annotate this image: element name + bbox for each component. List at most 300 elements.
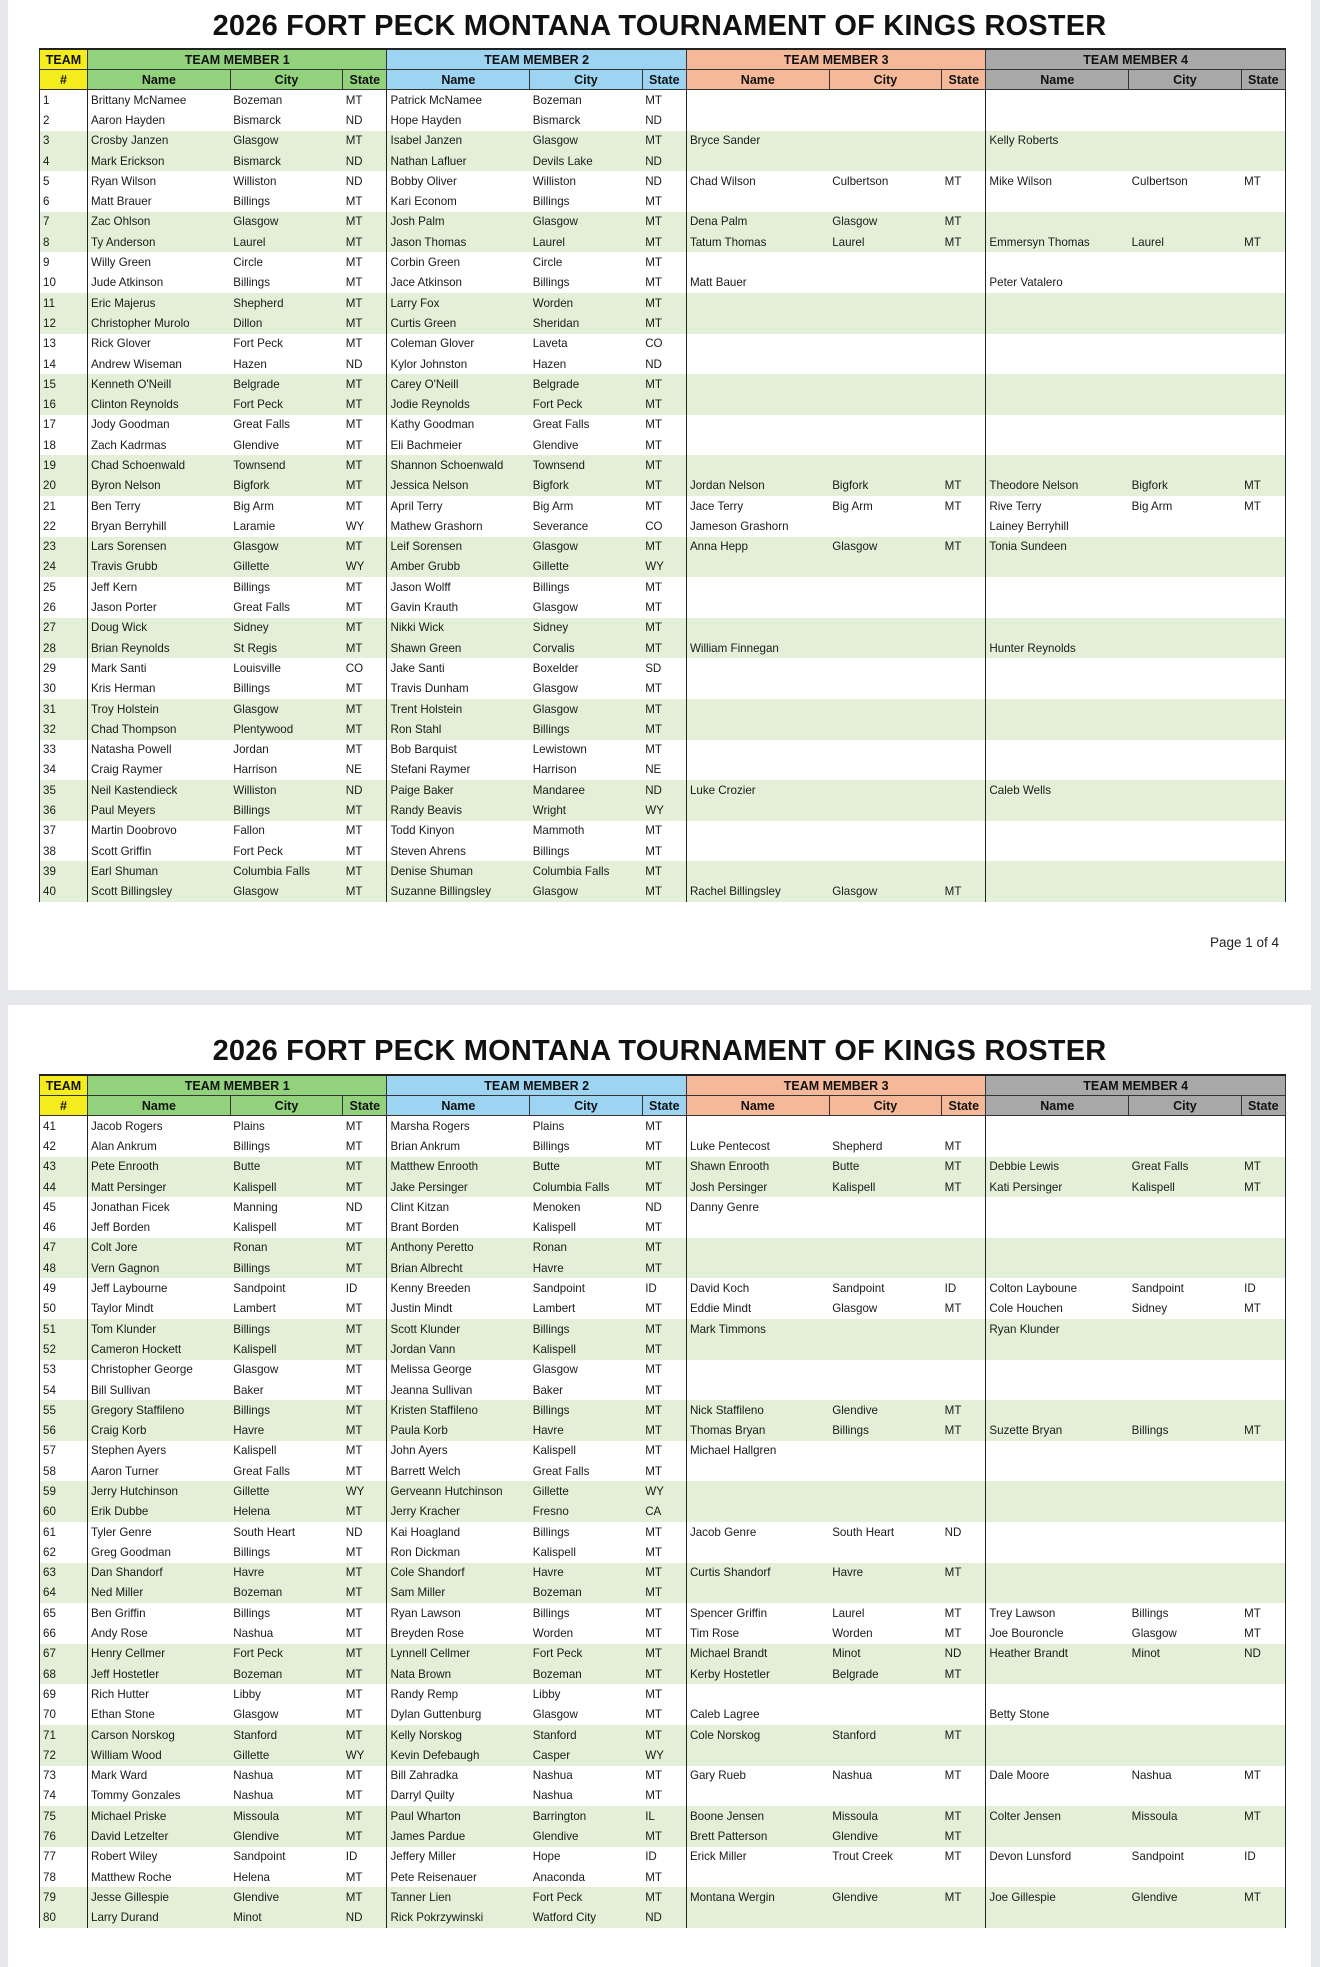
member-2-state-cell: MT [642, 455, 686, 475]
member-2-city-cell: Billings [532, 1525, 570, 1539]
member-1-name-cell: Bryan Berryhill [91, 519, 167, 533]
member-4-city-cell [1129, 1522, 1241, 1542]
table-row [40, 1684, 1286, 1704]
member-3-city-cell: Kalispell [829, 1177, 941, 1197]
member-3-name-cell [686, 90, 829, 111]
member-4-name-cell [986, 1502, 1129, 1522]
member-4-name-cell [986, 618, 1129, 638]
member-2-city-cell: Kalispell [532, 1444, 576, 1458]
member-1-name-cell: David Letzelter [88, 1826, 231, 1846]
member-1-city-cell: Fallon [233, 824, 265, 838]
team-number-cell: 67 [40, 1644, 88, 1664]
member-3-state-cell [942, 740, 986, 760]
member-1-state-cell: ND [343, 1908, 387, 1928]
table-row [40, 334, 1286, 354]
team-number-cell: 22 [40, 516, 88, 536]
member-3-state-cell [942, 719, 986, 739]
table-row [40, 191, 1286, 211]
member-4-state-cell [1241, 273, 1285, 293]
team-number-cell: 59 [40, 1481, 88, 1501]
member-2-name-cell: Hope Hayden [390, 113, 462, 127]
table-row [40, 1745, 1286, 1765]
member-3-name-cell [686, 1908, 829, 1928]
member-2-state-cell: MT [642, 699, 686, 719]
member-4-name-cell [986, 1217, 1129, 1237]
member-4-header: TEAM MEMBER 4 [986, 49, 1286, 70]
member-4-city-cell [1129, 1725, 1241, 1745]
table-row [40, 455, 1286, 475]
member-2-city-cell: Glasgow [532, 1363, 578, 1377]
member-4-city-cell [1129, 841, 1241, 861]
member-2-name-cell: Dylan Guttenburg [390, 1708, 482, 1722]
member-3-name-cell [686, 577, 829, 597]
member-2-state-cell: MT [642, 1644, 686, 1664]
member-3-city-cell [829, 516, 941, 536]
member-1-city-cell: Kalispell [233, 1221, 277, 1235]
member-1-city-cell: Helena [230, 1502, 342, 1522]
member-4-state-cell [1241, 618, 1285, 638]
member-3-state-cell [942, 1745, 986, 1765]
member-4-state-cell [1241, 1786, 1285, 1806]
member-4-name-cell [986, 110, 1129, 130]
member-3-name-cell: Curtis Shandorf [686, 1563, 829, 1583]
member-2-state-cell: MT [642, 861, 686, 881]
member-1-state-cell: MT [343, 1360, 387, 1380]
member-4-state-cell: MT [1241, 1177, 1285, 1197]
table-row [40, 476, 1286, 496]
member-3-name-cell [686, 191, 829, 211]
member-1-city-cell: Billings [230, 1319, 342, 1339]
member-2-city-cell: Severance [532, 519, 589, 533]
member-1-city-cell: Columbia Falls [230, 861, 342, 881]
member-4-state-cell: MT [1241, 1623, 1285, 1643]
member-2-name-cell: Bobby Oliver [390, 174, 457, 188]
member-4-state-cell: MT [1241, 1766, 1285, 1786]
member-4-city-cell [1129, 1197, 1241, 1217]
member-2-name-cell: Nata Brown [387, 1664, 530, 1684]
member-4-city-cell [1129, 1319, 1241, 1339]
member-1-name-cell: Jody Goodman [91, 418, 170, 432]
member-3-city-cell [829, 354, 941, 374]
member-4-name-cell [986, 1908, 1129, 1928]
member-4-name-cell: Heather Brandt [986, 1644, 1129, 1664]
team-number-cell: 38 [40, 841, 88, 861]
member-4-state-cell [1241, 841, 1285, 861]
member-3-state-cell [942, 1481, 986, 1501]
member-2-city-cell: Belgrade [530, 374, 642, 394]
table-row [40, 1908, 1286, 1928]
member-2-name-cell: Marsha Rogers [390, 1119, 470, 1133]
member-4-state-cell: ID [1241, 1278, 1285, 1298]
member-3-city-cell: Nashua [832, 1769, 873, 1783]
member-2-name-cell: Melissa George [390, 1363, 472, 1377]
member-3-city-cell [829, 1319, 941, 1339]
member-4-city-cell [1129, 394, 1241, 414]
member-2-city-cell: Billings [532, 195, 570, 209]
member-1-city-cell: Glasgow [233, 1708, 279, 1722]
member-4-city-cell [1129, 293, 1241, 313]
member-1-name-cell: Christopher George [91, 1363, 193, 1377]
member-3-name-cell [686, 435, 829, 455]
member-2-state-cell: NE [642, 760, 686, 780]
table-row [40, 1644, 1286, 1664]
table-row [40, 1583, 1286, 1603]
member-2-state-cell: WY [642, 557, 686, 577]
member-4-city-cell [1129, 699, 1241, 719]
table-row [40, 1420, 1286, 1440]
member-1-name-cell: Greg Goodman [91, 1545, 171, 1559]
member-4-name-cell: Peter Vatalero [989, 276, 1063, 290]
member-1-state-cell: MT [343, 699, 387, 719]
team-number-cell: 53 [40, 1360, 88, 1380]
member-1-name-cell: Willy Green [91, 256, 151, 270]
member-2-city-cell: Fort Peck [530, 1644, 642, 1664]
member-1-city-cell: Laurel [230, 232, 342, 252]
member-4-name-cell [986, 1563, 1129, 1583]
member-2-city-cell: Baker [532, 1383, 564, 1397]
member-2-name-cell: Pete Reisenauer [390, 1870, 477, 1884]
member-2-name-cell: Curtis Green [387, 313, 530, 333]
member-3-state-cell: MT [942, 232, 986, 252]
team-number-cell: 29 [40, 658, 88, 678]
member-2-city-cell: Harrison [532, 763, 577, 777]
member-3-city-cell: Shepherd [832, 1139, 883, 1153]
member-3-header: TEAM MEMBER 3 [686, 1075, 985, 1096]
member-4-city-cell [1129, 719, 1241, 739]
member-2-city-cell: Glasgow [530, 537, 642, 557]
member-3-city-cell: Belgrade [829, 1664, 941, 1684]
member-3-city-cell [829, 861, 941, 881]
member-2-city-cell: Billings [532, 276, 570, 290]
team-number-cell: 25 [40, 577, 88, 597]
member-3-name-cell: Gary Rueb [689, 1769, 746, 1783]
team-number-cell: 75 [40, 1806, 88, 1826]
member-4-name-cell [986, 557, 1129, 577]
member-3-state-cell [942, 760, 986, 780]
member-2-state-cell: MT [642, 537, 686, 557]
member-1-state-cell: ND [343, 151, 387, 171]
member-3-city-cell: Worden [832, 1627, 873, 1641]
member-1-state-cell: WY [343, 516, 387, 536]
member-4-state-cell [1241, 821, 1285, 841]
member-3-state-cell: MT [942, 1664, 986, 1684]
member-2-state-cell: MT [642, 1766, 686, 1786]
member-4-city-cell [1129, 354, 1241, 374]
member-1-state-cell: MT [343, 1116, 387, 1137]
member-1-name-cell: Jeff Hostetler [88, 1664, 231, 1684]
team-number-cell: 42 [40, 1136, 88, 1156]
member-4-name-cell: Ryan Klunder [986, 1319, 1129, 1339]
member-1-state-cell: MT [343, 273, 387, 293]
member-1-state-cell: MT [343, 1766, 387, 1786]
team-number-cell: 66 [40, 1623, 88, 1643]
team-number-cell: 58 [40, 1461, 88, 1481]
table-row [40, 1217, 1286, 1237]
member-4-name-cell [986, 577, 1129, 597]
team-number-cell: 50 [40, 1299, 88, 1319]
table-row [40, 171, 1286, 191]
member-1-state-cell: MT [343, 334, 387, 354]
table-row [40, 232, 1286, 252]
member-2-name-cell: Suzanne Billingsley [387, 882, 530, 902]
member-4-city-cell [1129, 1664, 1241, 1684]
table-row [40, 1339, 1286, 1359]
member-2-name-cell: Clint Kitzan [390, 1200, 450, 1214]
member-1-state-cell: MT [343, 1644, 387, 1664]
member-3-city-cell [829, 679, 941, 699]
table-row [40, 1400, 1286, 1420]
member-2-state-cell: MT [642, 1400, 686, 1420]
member-4-name-cell [986, 1136, 1129, 1156]
member-3-state-cell [942, 557, 986, 577]
member-2-name-cell: Leif Sorensen [387, 537, 530, 557]
team-number-cell: 36 [40, 800, 88, 820]
member-1-city-cell: Lambert [233, 1302, 276, 1316]
member-3-name-cell [686, 719, 829, 739]
member-3-name-cell: Rachel Billingsley [686, 882, 829, 902]
member-4-state-cell [1241, 719, 1285, 739]
member-2-name-cell: Kevin Defebaugh [387, 1745, 530, 1765]
member-1-state-cell: MT [343, 1826, 387, 1846]
member-1-name-cell: Doug Wick [88, 618, 231, 638]
member-4-city-cell [1129, 415, 1241, 435]
page-title: 2026 FORT PECK MONTANA TOURNAMENT OF KINGS ROSTER [212, 10, 1107, 42]
member-3-state-cell [942, 252, 986, 272]
member-2-name-cell: Breyden Rose [390, 1627, 464, 1641]
member-1-state-cell: ND [343, 354, 387, 374]
state-column-header: State [343, 1096, 387, 1116]
member-4-state-cell [1241, 374, 1285, 394]
member-2-city-cell: Kalispell [532, 1221, 576, 1235]
member-2-state-cell: MT [642, 1177, 686, 1197]
member-4-city-cell [1129, 1867, 1241, 1887]
member-1-city-cell: Glendive [230, 1887, 342, 1907]
member-1-name-cell: Jesse Gillespie [88, 1887, 231, 1907]
member-4-name-cell [986, 1258, 1129, 1278]
member-3-city-cell [829, 618, 941, 638]
member-4-name-cell [986, 252, 1129, 272]
member-2-city-cell: Glasgow [532, 1708, 578, 1722]
member-4-state-cell [1241, 293, 1285, 313]
member-3-name-cell: Eddie Mindt [689, 1302, 752, 1316]
member-1-city-cell: Fort Peck [230, 394, 342, 414]
member-3-state-cell [942, 1867, 986, 1887]
member-2-city-cell: Mandaree [530, 780, 642, 800]
member-3-state-cell [942, 1197, 986, 1217]
member-2-city-cell: Billings [532, 580, 570, 594]
member-2-city-cell: Sidney [530, 618, 642, 638]
member-2-city-cell: Laurel [530, 232, 642, 252]
member-1-state-cell: MT [343, 638, 387, 658]
member-2-city-cell: Kalispell [532, 1545, 576, 1559]
member-1-state-cell: ND [343, 1522, 387, 1542]
member-4-state-cell [1241, 882, 1285, 902]
table-row [40, 1319, 1286, 1339]
member-2-city-cell: Boxelder [532, 661, 579, 675]
member-4-state-cell [1241, 1664, 1285, 1684]
member-4-state-cell [1241, 1522, 1285, 1542]
member-1-state-cell: MT [343, 537, 387, 557]
member-2-city-cell: Glasgow [530, 212, 642, 232]
member-2-city-cell: Glasgow [532, 682, 578, 696]
team-number-cell: 55 [40, 1400, 88, 1420]
member-1-state-cell: MT [343, 1258, 387, 1278]
member-4-state-cell [1241, 1684, 1285, 1704]
team-number-cell: 62 [40, 1542, 88, 1562]
member-2-name-cell: Carey O'Neill [387, 374, 530, 394]
member-2-city-cell: Great Falls [532, 418, 590, 432]
member-3-city-cell: Laurel [832, 1606, 865, 1620]
member-1-state-cell: MT [343, 394, 387, 414]
member-4-name-cell: Betty Stone [989, 1708, 1050, 1722]
member-1-state-cell: MT [343, 1603, 387, 1623]
member-1-state-cell: MT [343, 131, 387, 151]
member-4-name-cell: Rive Terry [989, 499, 1042, 513]
table-row [40, 1705, 1286, 1725]
member-1-city-cell: Bismarck [233, 113, 281, 127]
member-1-state-cell: MT [343, 740, 387, 760]
roster-table [39, 48, 1286, 902]
member-1-name-cell: Lars Sorensen [88, 537, 231, 557]
member-2-name-cell: Lynnell Cellmer [387, 1644, 530, 1664]
member-3-city-cell: Missoula [829, 1806, 941, 1826]
member-1-city-cell: Kalispell [230, 1339, 342, 1359]
member-2-state-cell: MT [642, 90, 686, 111]
member-1-state-cell: MT [343, 191, 387, 211]
member-2-state-cell: MT [642, 415, 686, 435]
member-2-name-cell: Paul Wharton [387, 1806, 530, 1826]
member-2-name-cell: Brant Borden [390, 1221, 459, 1235]
member-1-city-cell: Fort Peck [230, 1644, 342, 1664]
table-row [40, 537, 1286, 557]
member-1-name-cell: Tom Klunder [88, 1319, 231, 1339]
member-1-state-cell: MT [343, 1420, 387, 1440]
member-1-city-cell: Great Falls [233, 601, 290, 615]
member-2-name-cell: Gerveann Hutchinson [387, 1481, 530, 1501]
member-2-name-cell: Jeffery Miller [390, 1850, 456, 1864]
member-3-name-cell [686, 1786, 829, 1806]
member-2-name-cell: Jason Thomas [387, 232, 530, 252]
member-2-state-cell: MT [642, 435, 686, 455]
member-2-city-cell: Billings [532, 844, 570, 858]
member-2-state-cell: WY [642, 1745, 686, 1765]
member-1-city-cell: Glasgow [230, 882, 342, 902]
member-1-city-cell: Billings [233, 1545, 270, 1559]
member-3-name-cell [686, 313, 829, 333]
member-2-name-cell: Steven Ahrens [390, 844, 466, 858]
team-number-cell: 40 [40, 882, 88, 902]
member-2-name-cell: Jason Wolff [390, 580, 451, 594]
table-row [40, 1360, 1286, 1380]
member-1-state-cell: MT [343, 861, 387, 881]
member-1-name-cell: Craig Korb [88, 1420, 231, 1440]
member-3-city-cell [829, 394, 941, 414]
table-row [40, 800, 1286, 820]
member-4-state-cell [1241, 1867, 1285, 1887]
member-1-city-cell: Billings [233, 195, 270, 209]
member-4-city-cell: Nashua [1131, 1769, 1172, 1783]
member-1-state-cell: MT [343, 1583, 387, 1603]
member-1-city-cell: Bismarck [230, 151, 342, 171]
member-1-state-cell: MT [343, 1136, 387, 1156]
member-1-name-cell: Dan Shandorf [88, 1563, 231, 1583]
member-2-name-cell: Anthony Peretto [387, 1238, 530, 1258]
member-3-name-cell: Michael Hallgren [689, 1444, 777, 1458]
table-row [40, 1278, 1286, 1298]
member-3-state-cell: MT [942, 1826, 986, 1846]
name-column-header: Name [686, 1096, 829, 1116]
member-3-state-cell [942, 780, 986, 800]
member-4-city-cell [1129, 435, 1241, 455]
member-4-city-cell: Sandpoint [1131, 1850, 1184, 1864]
member-1-city-cell: Glasgow [230, 131, 342, 151]
member-4-state-cell [1241, 354, 1285, 374]
member-2-state-cell: MT [642, 638, 686, 658]
member-4-name-cell [986, 800, 1129, 820]
member-2-state-cell: MT [642, 1887, 686, 1907]
member-2-state-cell: ND [642, 171, 686, 191]
member-2-state-cell: CA [642, 1502, 686, 1522]
member-4-name-cell: Joe Gillespie [986, 1887, 1129, 1907]
member-1-state-cell: MT [343, 435, 387, 455]
member-2-city-cell: Billings [530, 1319, 642, 1339]
table-row [40, 861, 1286, 881]
state-column-header: State [942, 70, 986, 90]
member-2-name-cell: Travis Dunham [390, 682, 469, 696]
member-1-city-cell: Great Falls [233, 1464, 290, 1478]
team-number-cell: 61 [40, 1522, 88, 1542]
roster-table [39, 1074, 1286, 1928]
member-1-city-cell: Fort Peck [233, 844, 283, 858]
table-row [40, 212, 1286, 232]
table-row [40, 131, 1286, 151]
member-4-city-cell [1129, 1238, 1241, 1258]
member-3-city-cell: Glendive [829, 1887, 941, 1907]
member-1-city-cell: Stanford [230, 1725, 342, 1745]
team-number-cell: 24 [40, 557, 88, 577]
state-column-header: State [343, 70, 387, 90]
member-4-city-cell [1129, 131, 1241, 151]
member-3-name-cell: Brett Patterson [686, 1826, 829, 1846]
member-4-city-cell [1129, 1136, 1241, 1156]
member-4-state-cell [1241, 861, 1285, 881]
name-column-header: Name [686, 70, 829, 90]
member-4-name-cell: Caleb Wells [986, 780, 1129, 800]
member-1-state-cell: CO [343, 658, 387, 678]
table-row [40, 273, 1286, 293]
table-row [40, 313, 1286, 333]
member-4-name-cell [986, 1725, 1129, 1745]
city-column-header: City [530, 1096, 642, 1116]
member-2-name-cell: Tanner Lien [387, 1887, 530, 1907]
member-1-name-cell: Clinton Reynolds [88, 394, 231, 414]
member-2-city-cell: Bozeman [530, 1664, 642, 1684]
team-number-cell: 15 [40, 374, 88, 394]
member-2-city-cell: Big Arm [532, 499, 574, 513]
member-2-city-cell: Glendive [530, 1826, 642, 1846]
member-3-name-cell [686, 252, 829, 272]
member-1-state-cell: MT [343, 1441, 387, 1461]
member-1-state-cell: MT [343, 1867, 387, 1887]
member-1-city-cell: Glendive [230, 1826, 342, 1846]
member-3-state-cell [942, 151, 986, 171]
member-2-city-cell: Devils Lake [530, 151, 642, 171]
member-4-city-cell [1129, 882, 1241, 902]
member-3-city-cell [829, 110, 941, 130]
city-column-header: City [530, 70, 642, 90]
member-3-city-cell [829, 1684, 941, 1704]
member-2-state-cell: MT [642, 1542, 686, 1562]
